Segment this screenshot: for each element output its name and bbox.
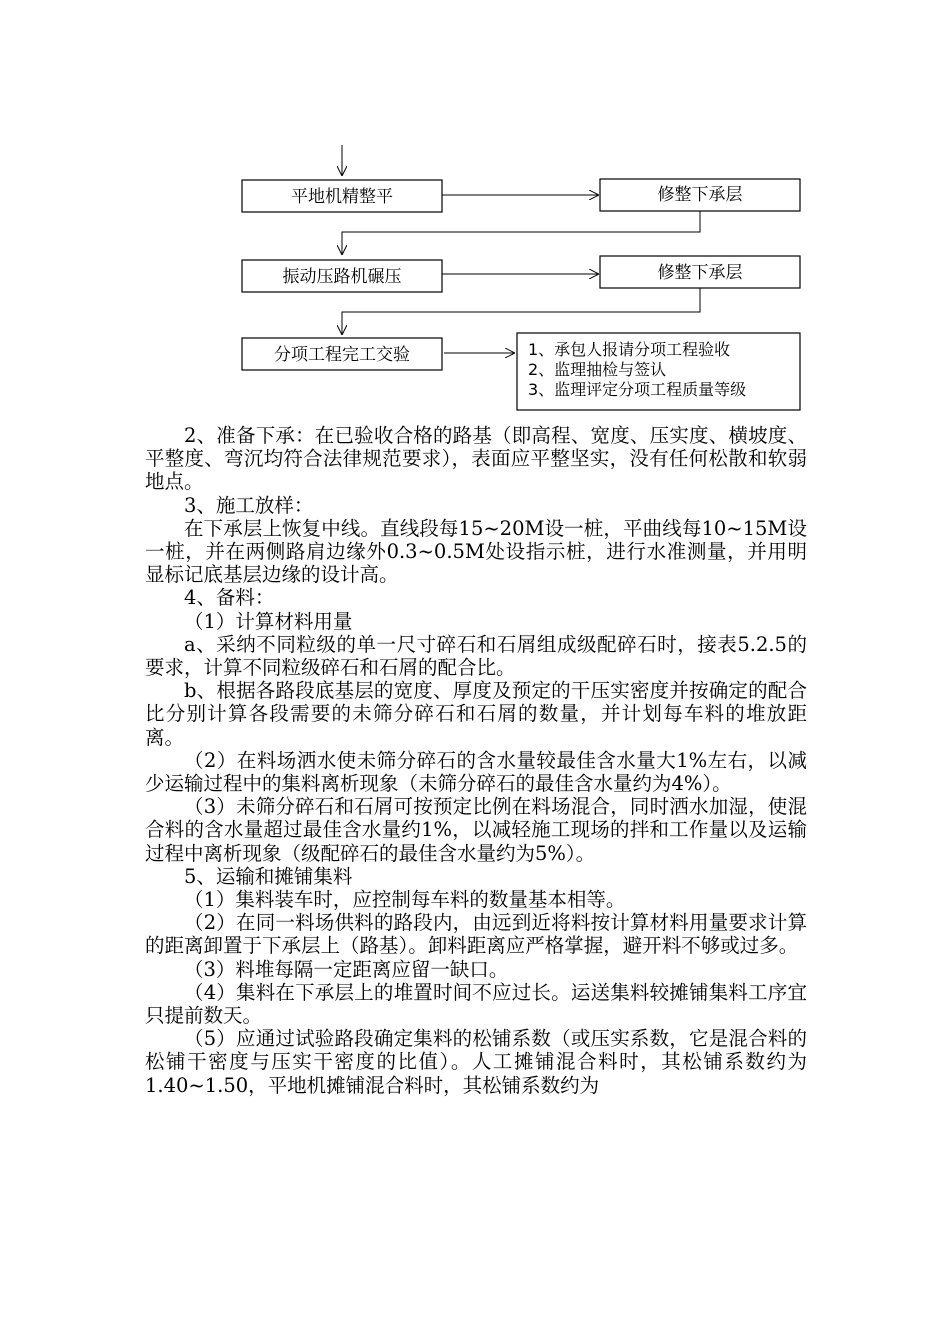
- box-fix-base-1-label: 修整下承层: [657, 185, 743, 205]
- box-completion-acceptance-label: 分项工程完工交验: [274, 345, 410, 365]
- paragraph: （3）料堆每隔一定距离应留一缺口。: [184, 957, 509, 981]
- paragraph: 2、准备下承：在已验收合格的路基（即高程、宽度、压实度、横坡度、平整度、弯沉均符合法律规范要求），表面应平整坚实，没有任何松散和软弱地点。: [145, 424, 807, 494]
- paragraph: 5、运输和摊铺集料: [184, 864, 353, 888]
- paragraph: （1）计算材料用量: [184, 609, 353, 633]
- final-step-3: 3、监理评定分项工程质量等级: [528, 380, 747, 399]
- box-fix-base-2-label: 修整下承层: [657, 263, 743, 283]
- final-step-1: 1、承包人报请分项工程验收: [528, 340, 731, 359]
- paragraph: （1）集料装车时，应控制每车料的数量基本相等。: [184, 888, 626, 912]
- paragraph: 在下承层上恢复中线。直线段每15~20M设一桩，平曲线每10~15M设一桩，并在两侧路肩边缘外0.3~0.5M处设指示桩，进行水准测量，并用明显标记底基层边缘的设计高。: [145, 516, 807, 587]
- document-body: [145, 424, 807, 1097]
- paragraph: a、采纳不同粒级的单一尺寸碎石和石屑组成级配碎石时，接表5.2.5的要求，计算不同粒级碎石和石屑的配合比。: [145, 632, 807, 680]
- final-steps-list: [528, 340, 746, 400]
- box-grader-leveling-label: 平地机精整平: [291, 187, 393, 207]
- paragraph: b、根据各路段底基层的宽度、厚度及预定的干压实密度并按确定的配合比分别计算各段需要的未筛分碎石和石屑的数量，并计划每车料的堆放距离。: [145, 679, 807, 749]
- return-line-1: [342, 211, 700, 254]
- paragraph: 4、备料：: [184, 586, 275, 610]
- paragraph: （2）在同一料场供料的路段内，由远到近将料按计算材料用量要求计算的距离卸置于下承层上（路基）。卸料距离应严格掌握，避开料不够或过多。: [145, 911, 807, 958]
- paragraph: 3、施工放样：: [184, 493, 314, 517]
- final-step-2: 2、监理抽检与签认: [528, 360, 667, 379]
- box-vibratory-roller-label: 振动压路机碾压: [282, 267, 402, 287]
- paragraph: （3）未筛分碎石和石屑可按预定比例在料场混合，同时洒水加湿，使混合料的含水量超过最佳含水量约1%，以减轻施工现场的拌和工作量以及运输过程中离析现象（级配碎石的最佳含水量约为5%）。: [145, 795, 807, 865]
- paragraph: （4）集料在下承层上的堆置时间不应过长。运送集料较摊铺集料工序宜只提前数天。: [145, 980, 807, 1028]
- process-flowchart: [0, 0, 950, 420]
- return-line-2: [342, 288, 700, 334]
- paragraph: （5）应通过试验路段确定集料的松铺系数（或压实系数，它是混合料的松铺干密度与压实干密度的比值）。人工摊铺混合料时，其松铺系数约为1.40~1.50，平地机摊铺混合料时，其松铺系数约为: [145, 1027, 807, 1097]
- paragraph: （2）在料场洒水使未筛分碎石的含水量较最佳含水量大1%左右，以减少运输过程中的集料离析现象（未筛分碎石的最佳含水量约为4%）。: [145, 748, 807, 796]
